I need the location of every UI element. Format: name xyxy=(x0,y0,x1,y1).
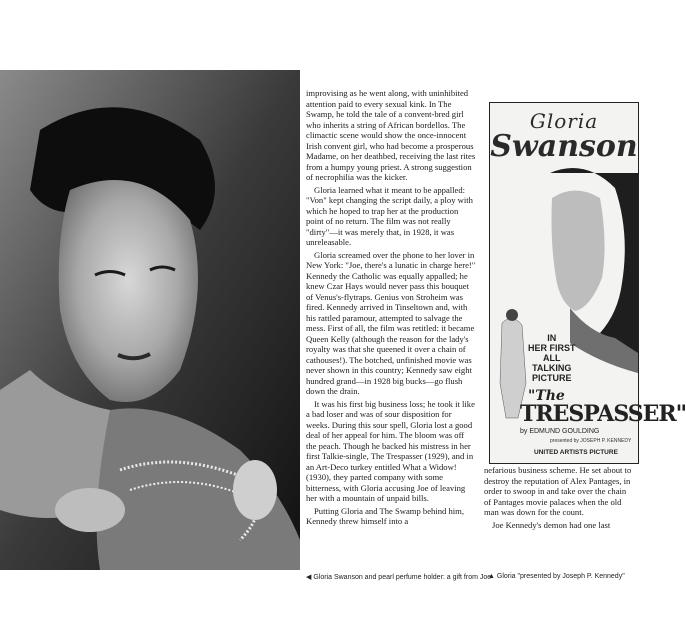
article-column-2 xyxy=(484,465,634,532)
trespasser-poster xyxy=(489,102,686,464)
paragraph: nefarious business scheme. He set about to destroy the reputation of Alex Pantages, in order to swoop in and take over the chain of Pantages movie palaces when the old man was down for the count. xyxy=(484,465,632,517)
caption-left: ◀ Gloria Swanson and pearl perfume holder: a gift from Joe xyxy=(306,574,492,581)
paragraph: improvising as he went along, with uninhibited attention paid to every sexual kink. In The Swamp, he told the tale of a convent-bred girl who inherits a string of African bordellos. The climactic scene would show the once-innocent Irish convent girl, who had become a prosperous Madame, on her deathbed, receiving the last rites from a humpy young priest. A strong suggestion of necrophilia was the kicker. xyxy=(306,88,476,182)
poster-studio: UNITED ARTISTS PICTURE xyxy=(534,449,618,456)
paragraph: Joe Kennedy's demon had one last xyxy=(492,519,611,530)
poster-title-main: TRESPASSER" xyxy=(520,401,686,427)
paragraph: It was his first big business loss; he took it like a bad loser and was of sour disposition for weeks. During this sour spell, Gloria lost a good deal of her appeal for him. The bloom was off the peach. Though he backed his mistress in her first Talkie-single, The Trespasser (1929), and in an Art-Deco turkey entitled What a Widow! (1930), they parted company with some bitterness, with Gloria accusing Joe of leaving her with a mountain of unpaid bills. xyxy=(306,398,475,503)
poster-director: by EDMUND GOULDING xyxy=(520,428,600,435)
portrait-photo xyxy=(0,70,300,570)
poster-title-the: "The xyxy=(528,388,565,404)
poster-tagline-text: IN HER FIRST ALL TALKING PICTURE xyxy=(528,333,576,383)
paragraph: Gloria learned what it meant to be appalled: "Von" kept changing the script daily, a ploy with which he hoped to trap her at the production point of no return. The film was not really "dirty"—it was merely that, in 1928, it was unreleasable. xyxy=(306,184,473,247)
caption-right: ▲ Gloria "presented by Joseph P. Kennedy" xyxy=(488,573,625,580)
article-column-1 xyxy=(306,88,476,526)
portrait-image xyxy=(0,70,300,570)
text-page xyxy=(306,70,686,570)
poster-tagline xyxy=(528,333,576,383)
poster-star-first: Gloria xyxy=(529,109,599,133)
poster-presented: presented by JOSEPH P. KENNEDY xyxy=(550,438,632,444)
poster-star-last: Swanson xyxy=(490,129,638,164)
paragraph: Putting Gloria and The Swamp behind him, Kennedy threw himself into a xyxy=(306,505,464,526)
paragraph: Gloria screamed over the phone to her lover in New York: "Joe, there's a lunatic in charge here!" Kennedy the Catholic was equally appalled; he knew Czar Hays would never pass this bouquet of Venus's-flytraps. Genius von Stroheim was fired. Kennedy arrived in Tinseltown and, with his rattled paramour, attempted to salvage the mess. First of all, the film was retitled: it became Queen Kelly (although the reason for the lady's royalty was that she queened it over a chain of cathouses!). The botched, unfinished movie was never shown in this country; Kennedy saw eight hundred grand—in 1928 big bucks—go flush down the drain. xyxy=(306,249,476,396)
